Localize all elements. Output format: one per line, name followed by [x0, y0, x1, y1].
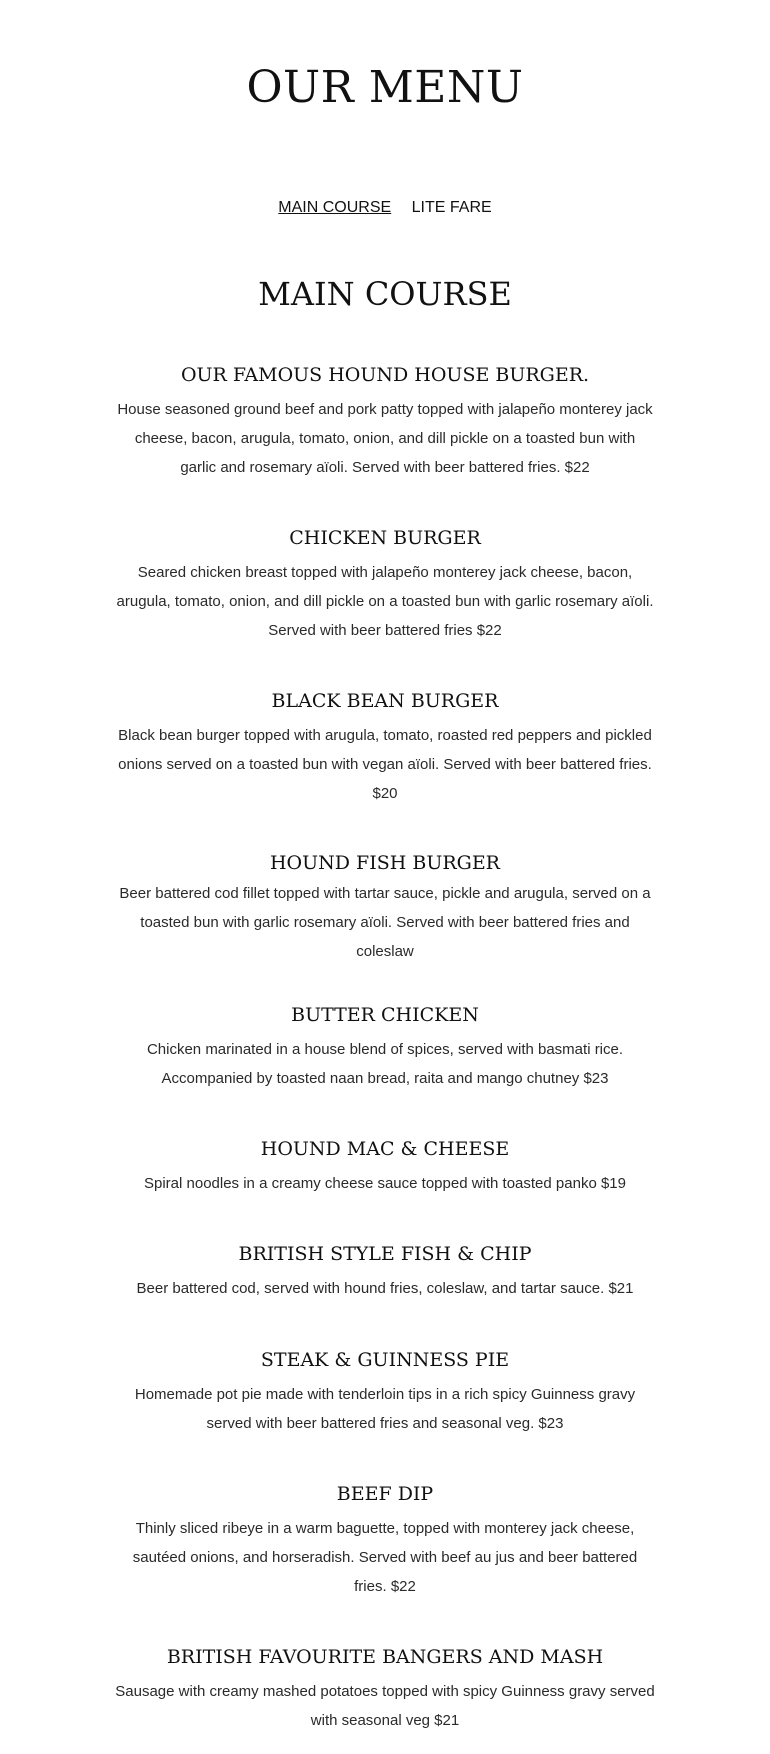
- menu-item-name: BUTTER CHICKEN: [291, 1004, 479, 1026]
- page-title: OUR MENU: [246, 62, 524, 113]
- menu-item-description: House seasoned ground beef and pork patty topped with jalapeño monterey jack cheese, bacon, arugula, tomato, onion, and dill pickle on a toasted bun with garlic and rosemary aïoli. Served with beer battered fries. $22: [117, 401, 653, 476]
- menu-item-name: BRITISH STYLE FISH & CHIP: [238, 1243, 532, 1265]
- menu-item-description: Thinly sliced ribeye in a warm baguette, topped with monterey jack cheese, sautéed onions, and horseradish. Served with beef au jus and beer battered fries. $22: [132, 1520, 638, 1595]
- menu-item-name: STEAK & GUINNESS PIE: [260, 1349, 510, 1371]
- section-title: MAIN COURSE: [258, 275, 512, 313]
- menu-item-description: Chicken marinated in a house blend of spices, served with basmati rice. Accompanied by toasted naan bread, raita and mango chutney $23: [146, 1041, 624, 1087]
- menu-item: [115, 1480, 655, 1601]
- menu-item-description: Sausage with creamy mashed potatoes topped with spicy Guinness gravy served with seasonal veg $21: [115, 1683, 655, 1729]
- menu-item-name: HOUND MAC & CHEESE: [260, 1138, 510, 1160]
- menu-item-name: BRITISH FAVOURITE BANGERS AND MASH: [166, 1646, 604, 1668]
- menu-item: [115, 687, 655, 808]
- menu-item-description: Beer battered cod, served with hound fries, coleslaw, and tartar sauce. $21: [136, 1280, 634, 1297]
- menu-tabs: [0, 197, 770, 219]
- menu-item: [115, 1643, 655, 1735]
- menu-item: [115, 1240, 655, 1303]
- menu-item-description: Spiral noodles in a creamy cheese sauce topped with toasted panko $19: [144, 1175, 626, 1192]
- menu-item-name: BEEF DIP: [336, 1483, 434, 1505]
- menu-item-name: OUR FAMOUS HOUND HOUSE BURGER.: [180, 364, 590, 386]
- menu-item: [115, 1346, 655, 1438]
- menu-item: [115, 1135, 655, 1198]
- tab-lite-fare[interactable]: LITE FARE: [411, 199, 492, 216]
- menu-item: [115, 1001, 655, 1093]
- menu-item-name: BLACK BEAN BURGER: [271, 690, 499, 712]
- menu-item-description: Homemade pot pie made with tenderloin tips in a rich spicy Guinness gravy served with beer battered fries and seasonal veg. $23: [134, 1386, 636, 1432]
- menu-item: [115, 361, 655, 482]
- menu-item: [115, 849, 655, 966]
- menu-item-description: Black bean burger topped with arugula, tomato, roasted red peppers and pickled onions served on a toasted bun with vegan aïoli. Served with beer battered fries. $20: [118, 727, 652, 802]
- menu-item-description: Beer battered cod fillet topped with tartar sauce, pickle and arugula, served on a toasted bun with garlic rosemary aïoli. Served with beer battered fries and coleslaw: [119, 885, 651, 960]
- menu-item-description: Seared chicken breast topped with jalapeño monterey jack cheese, bacon, arugula, tomato, onion, and dill pickle on a toasted bun with garlic rosemary aïoli. Served with beer battered fries $22: [116, 564, 654, 639]
- menu-item-name: CHICKEN BURGER: [289, 527, 481, 549]
- menu-item: [115, 524, 655, 645]
- menu-item-name: HOUND FISH BURGER: [269, 852, 500, 874]
- tab-main-course[interactable]: MAIN COURSE: [278, 199, 392, 216]
